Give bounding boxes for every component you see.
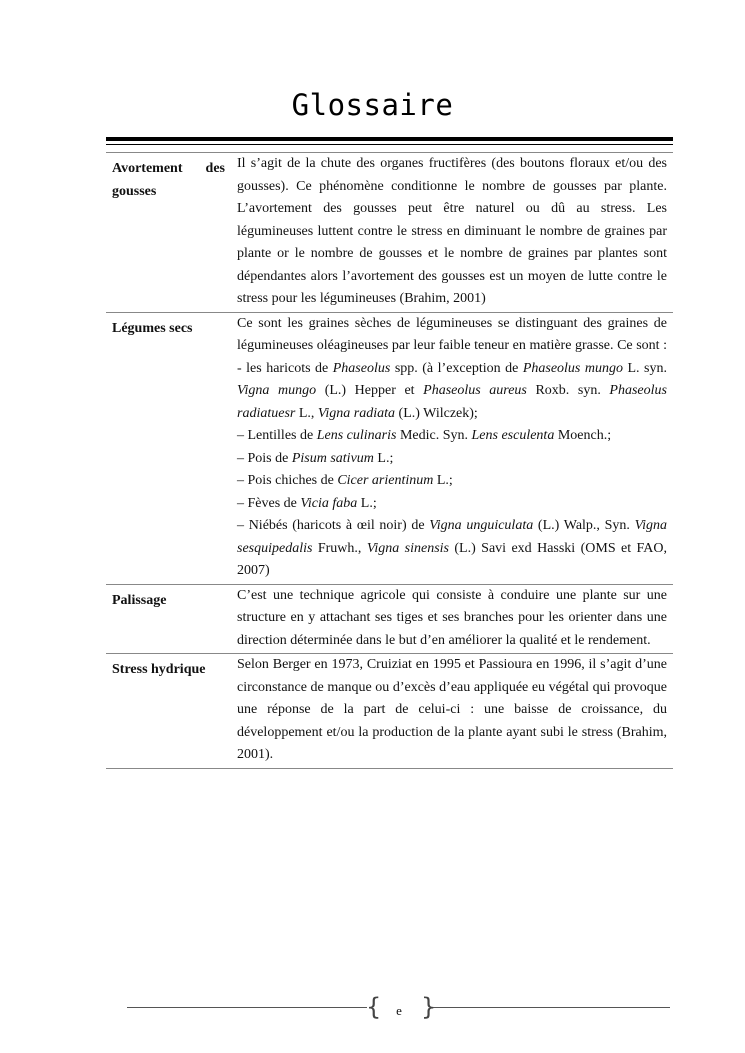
list-item: – Niébés (haricots à œil noir) de Vigna unguiculata (L.) Walp., Syn. Vigna sesquipedalis Fruwh., Vigna sinensis (L.) Savi exd Hasski (OMS et FAO, 2007) — [237, 518, 667, 578]
glossary-row — [106, 153, 673, 313]
title-rule-thin — [106, 144, 673, 145]
page-number: e — [396, 1003, 402, 1018]
list-item: – Pois de Pisum sativum L.; — [237, 450, 394, 466]
glossary-table — [106, 152, 673, 769]
glossary-term: Légumes secs — [112, 320, 193, 336]
glossary-definition: Selon Berger en 1973, Cruiziat en 1995 et Passioura en 1996, il s’agit d’une circonstance de manque ou d’excès d’eau appliquée eu végétal qui provoque une réponse de la part de celui-ci : une baisse de croissance, du développement et/ou la production de la plante ayant subi le stress (Brahim, 2001). — [237, 657, 667, 762]
glossary-definition: Il s’agit de la chute des organes fructifères (des boutons floraux et/ou des gousses). Ce phénomène conditionne le nombre de gousses par plante. L’avortement des gousses peut être naturel ou dû au stress. Les légumineuses luttent contre le stress en diminuant le nombre de graines par plante or le nombre de gousses et le nombre de graines par plantes sont dépendantes alors l’avortement des gousses est un moyen de lutte contre le stress pour les légumineuses (Brahim, 2001) — [237, 156, 667, 306]
glossary-term: Palissage — [112, 592, 167, 608]
title-rule-thick — [106, 137, 673, 141]
footer-bracket-open: { — [366, 993, 382, 1021]
footer-bracket-close: } — [421, 993, 437, 1021]
glossary-definition: Ce sont les graines sèches de légumineuses se distinguant des graines de légumineuses oléagineuses par leur faible teneur en matière grasse. Ce sont : - les haricots de Phaseolus spp. (à l’exception de Phaseolus mungo L. syn. Vigna mungo (L.) Hepper et Phaseolus aureus Roxb. syn. Phaseolus radiatuesr L., Vigna radiata (L.) Wilczek); – Lentilles de Lens culinaris Medic. Syn. Lens esculenta Moench.; – Pois de Pisum sativum L.; – Pois chiches de Cicer arientinum L.; – Fèves de Vicia faba L.; – Niébés (haricots à œil noir) de Vigna unguiculata (L.) Walp., Syn. Vigna sesquipedalis Fruwh., Vigna sinensis (L.) Savi exd Hasski (OMS et FAO, 2007) — [231, 313, 673, 584]
glossary-definition: C’est une technique agricole qui consiste à conduire une plante sur une structure en y attachant ses tiges et ses branches pour les orienter dans une direction déterminée dans le but d’en améliorer la qualité et le rendement. — [237, 587, 667, 648]
glossary-row — [106, 313, 673, 585]
list-item: – Fèves de Vicia faba L.; — [237, 495, 377, 511]
footer-line-left — [127, 1007, 367, 1008]
glossary-term: Avortement des gousses — [112, 161, 225, 199]
footer-line-right — [430, 1007, 670, 1008]
glossary-row — [106, 585, 673, 655]
list-item: – Pois chiches de Cicer arientinum L.; — [237, 473, 453, 488]
glossary-term: Stress hydrique — [112, 662, 206, 677]
list-item: – Lentilles de Lens culinaris Medic. Syn. Lens esculenta Moench.; — [237, 428, 612, 443]
glossary-row — [106, 654, 673, 769]
page-title: Glossaire — [291, 88, 454, 122]
